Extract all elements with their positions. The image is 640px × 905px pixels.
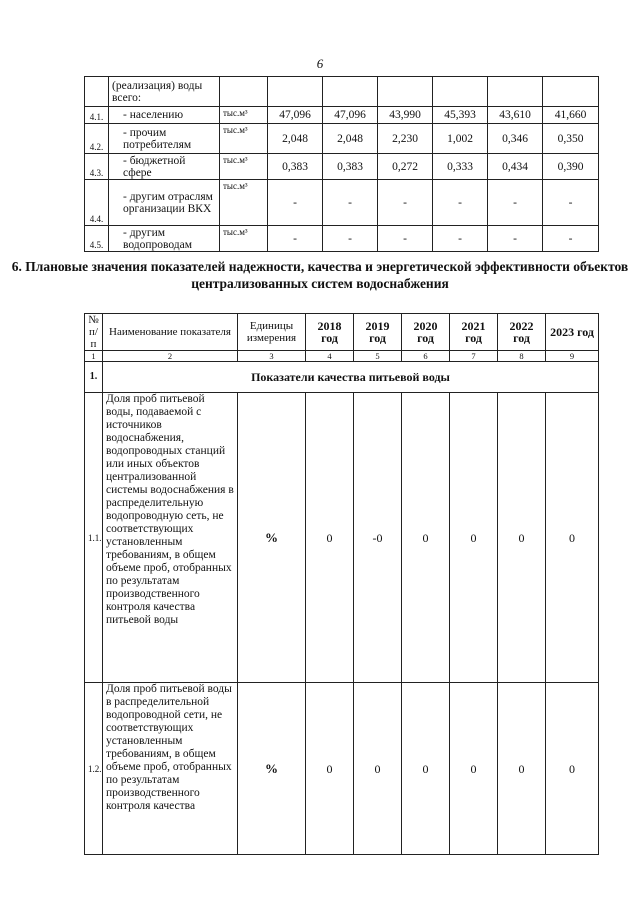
header-year-2019: 2019 год bbox=[354, 314, 402, 351]
row-value: - bbox=[378, 226, 433, 252]
col-index: 8 bbox=[498, 351, 546, 362]
row-value: - bbox=[488, 226, 543, 252]
table-row bbox=[85, 683, 599, 855]
table-row bbox=[85, 124, 599, 154]
col-index: 3 bbox=[238, 351, 306, 362]
col-index: 4 bbox=[306, 351, 354, 362]
row-value: 0,350 bbox=[543, 124, 599, 154]
header-year-2021: 2021 год bbox=[450, 314, 498, 351]
row-name: - другим отраслям организации ВКХ bbox=[109, 180, 220, 226]
row-num: 4.2. bbox=[85, 124, 109, 154]
row-value bbox=[543, 77, 599, 107]
row-value bbox=[433, 77, 488, 107]
table-row bbox=[85, 77, 599, 107]
indicator-unit: % bbox=[238, 393, 306, 683]
table-row bbox=[85, 226, 599, 252]
col-index: 6 bbox=[402, 351, 450, 362]
indicator-name: Доля проб питьевой воды в распределительной водопроводной сети, не соответствующих установленным требованиям, в общем объеме проб, отобранных по результатам производственного контроля качества bbox=[103, 683, 238, 855]
value-2022: 0 bbox=[498, 683, 546, 855]
col-index: 2 bbox=[103, 351, 238, 362]
row-value: - bbox=[433, 180, 488, 226]
column-index-row bbox=[85, 351, 599, 362]
row-value: 0,272 bbox=[378, 154, 433, 180]
row-value: 0,434 bbox=[488, 154, 543, 180]
value-2022: 0 bbox=[498, 393, 546, 683]
row-unit: тыс.м³ bbox=[220, 124, 268, 154]
row-value: - bbox=[543, 180, 599, 226]
section-6-title-text: 6. Плановые значения показателей надежности, качества и энергетической эффективности объектов централизованных систем водоснабжения bbox=[11, 259, 629, 291]
value-2021: 0 bbox=[450, 683, 498, 855]
row-value: 2,048 bbox=[323, 124, 378, 154]
value-2021: 0 bbox=[450, 393, 498, 683]
value-2023: 0 bbox=[546, 683, 599, 855]
row-value: 43,990 bbox=[378, 107, 433, 124]
header-unit: Единицы измерения bbox=[238, 314, 306, 351]
value-2019: 0 bbox=[354, 683, 402, 855]
page-number: 6 bbox=[316, 56, 324, 71]
table-row bbox=[85, 107, 599, 124]
row-value bbox=[323, 77, 378, 107]
row-name: - населению bbox=[109, 107, 220, 124]
row-value: 0,333 bbox=[433, 154, 488, 180]
row-value bbox=[488, 77, 543, 107]
header-num: № п/п bbox=[85, 314, 103, 351]
value-2018: 0 bbox=[306, 393, 354, 683]
row-value: 0,383 bbox=[323, 154, 378, 180]
row-value: - bbox=[433, 226, 488, 252]
row-name: (реализация) воды всего: bbox=[109, 77, 220, 107]
row-name: - другим водопроводам bbox=[109, 226, 220, 252]
indicator-unit: % bbox=[238, 683, 306, 855]
header-name: Наименование показателя bbox=[103, 314, 238, 351]
section-heading: Показатели качества питьевой воды bbox=[103, 362, 599, 393]
header-year-2020: 2020 год bbox=[402, 314, 450, 351]
col-index: 7 bbox=[450, 351, 498, 362]
row-name: - бюджетной сфере bbox=[109, 154, 220, 180]
col-index: 9 bbox=[546, 351, 599, 362]
row-value: 41,660 bbox=[543, 107, 599, 124]
row-value: 43,610 bbox=[488, 107, 543, 124]
table-row bbox=[85, 393, 599, 683]
header-year-2022: 2022 год bbox=[498, 314, 546, 351]
row-value bbox=[378, 77, 433, 107]
row-value: 0,383 bbox=[268, 154, 323, 180]
row-num: 1.1. bbox=[85, 393, 103, 683]
row-value: 0,346 bbox=[488, 124, 543, 154]
row-value: - bbox=[323, 226, 378, 252]
col-index: 1 bbox=[85, 351, 103, 362]
header-year-2018: 2018 год bbox=[306, 314, 354, 351]
row-value: 0,390 bbox=[543, 154, 599, 180]
value-2018: 0 bbox=[306, 683, 354, 855]
section-row bbox=[85, 362, 599, 393]
row-num: 4.4. bbox=[85, 180, 109, 226]
row-num: 4.5. bbox=[85, 226, 109, 252]
row-num: 4.3. bbox=[85, 154, 109, 180]
row-value: - bbox=[323, 180, 378, 226]
water-sales-table bbox=[84, 76, 599, 252]
indicator-name: Доля проб питьевой воды, подаваемой с источников водоснабжения, водопроводных станций или иных объектов централизованной системы водоснабжения в распределительную водопроводную сеть, не соответствующих установленным требованиям, в общем объеме проб, отобранных по результатам производственного контроля качества питьевой воды bbox=[103, 393, 238, 683]
row-num bbox=[85, 77, 109, 107]
section-6-title bbox=[0, 258, 640, 292]
col-index: 5 bbox=[354, 351, 402, 362]
row-value: 47,096 bbox=[268, 107, 323, 124]
row-unit: тыс.м³ bbox=[220, 154, 268, 180]
header-year-2023: 2023 год bbox=[546, 314, 599, 351]
table-row bbox=[85, 180, 599, 226]
row-value: - bbox=[543, 226, 599, 252]
value-2019: -0 bbox=[354, 393, 402, 683]
row-value: - bbox=[488, 180, 543, 226]
row-name: - прочим потребителям bbox=[109, 124, 220, 154]
row-value: 47,096 bbox=[323, 107, 378, 124]
section-num: 1. bbox=[85, 362, 103, 393]
row-unit: тыс.м³ bbox=[220, 226, 268, 252]
row-unit: тыс.м³ bbox=[220, 180, 268, 226]
value-2023: 0 bbox=[546, 393, 599, 683]
row-value: - bbox=[268, 226, 323, 252]
table-row bbox=[85, 154, 599, 180]
row-value: 2,048 bbox=[268, 124, 323, 154]
row-value: - bbox=[268, 180, 323, 226]
row-num: 1.2. bbox=[85, 683, 103, 855]
header-row bbox=[85, 314, 599, 351]
row-num: 4.1. bbox=[85, 107, 109, 124]
row-value: 2,230 bbox=[378, 124, 433, 154]
row-unit: тыс.м³ bbox=[220, 107, 268, 124]
indicators-table bbox=[84, 313, 599, 855]
row-value: 45,393 bbox=[433, 107, 488, 124]
row-unit bbox=[220, 77, 268, 107]
value-2020: 0 bbox=[402, 683, 450, 855]
row-value: 1,002 bbox=[433, 124, 488, 154]
row-value: - bbox=[378, 180, 433, 226]
row-value bbox=[268, 77, 323, 107]
value-2020: 0 bbox=[402, 393, 450, 683]
